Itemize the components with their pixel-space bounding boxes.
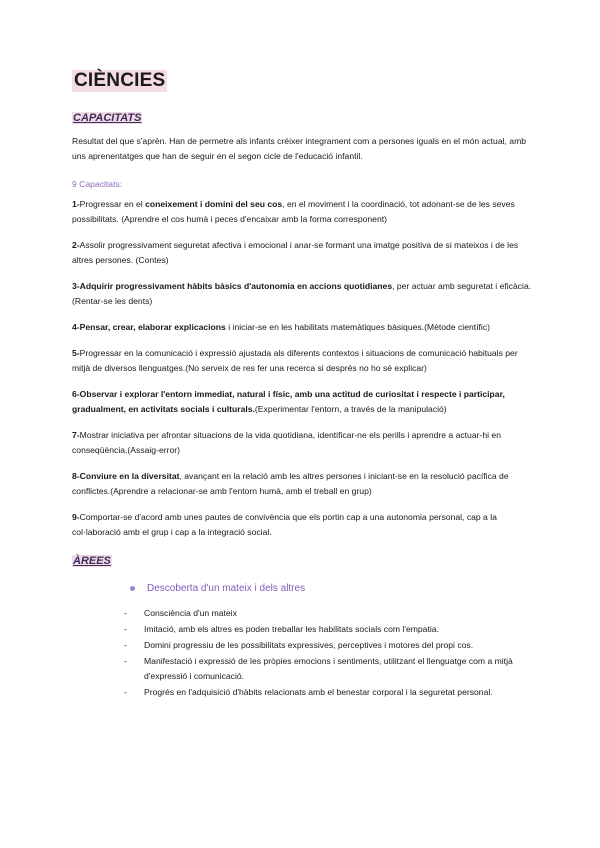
dash-marker: -	[124, 640, 127, 650]
arees-bullet-item	[130, 583, 532, 594]
capacitat-item	[72, 197, 532, 227]
capacitats-intro: Resultat del que s'aprèn. Han de permetre als infants créixer integrament com a persones iguals en el món actual, amb uns aprenentatges que han de seguir en el segon cicle de l'educació infantil.	[72, 136, 527, 161]
capacitat-text: Mostrar iniciativa per afrontar situacions de la vida quotidiana, identificar-ne els perills i aprendre a actuar-hi en conseqüència.(Assaig-error)	[72, 430, 501, 455]
capacitat-item	[72, 469, 532, 499]
capacitat-bold-text: Conviure en la diversitat	[79, 471, 180, 481]
capacitat-text: Progressar en el	[79, 199, 146, 209]
list-item-text: Domini progressiu de les possibilitats expressives, perceptives i motores del propi cos.	[144, 640, 474, 650]
capacitat-number: 3-	[72, 281, 80, 291]
list-item-text: Progrés en l'adquisició d'hàbits relacionats amb el benestar corporal i la seguretat personal.	[144, 687, 493, 697]
capacitat-text: Progressar en la comunicació i expressió ajustada als diferents contextos i situacions de comunicació habituals per mitjà de diversos llenguatges.(No serveix de res fer una recerca si després no ho sé explicar)	[72, 348, 518, 373]
capacitat-number: 6-	[72, 389, 80, 399]
capacitat-item	[72, 387, 532, 417]
capacitats-heading: CAPACITATS	[73, 112, 142, 124]
capacitat-bold-text: coneixement i domini del seu cos	[145, 199, 283, 209]
list-item	[124, 606, 532, 621]
capacitat-text: Comportar-se d'acord amb unes pautes de convivència que els portin cap a una autonomia personal, cap a la col·laboració amb el grup i cap a la integració social.	[72, 512, 497, 537]
arees-dash-list	[124, 606, 532, 700]
capacitat-text: , en el moviment i la coordinació, tot adonant-se de les seves possibilitats. (Aprendre el cos humà i peces d'encaixar amb la forma corresponent)	[72, 199, 515, 224]
capacitats-list	[72, 197, 532, 540]
capacitat-number: 9-	[72, 512, 80, 522]
document-page	[72, 70, 532, 701]
dash-marker: -	[124, 624, 127, 634]
capacitat-number: 4-	[72, 322, 80, 332]
capacitat-text: , avançant en la relació amb les altres persones i iniciant-se en la resolució pacífica de conflictes.(Aprendre a relacionar-se amb l'entorn humà, amb el treball en grup)	[72, 471, 509, 496]
capacitat-number: 2-	[72, 240, 80, 250]
list-item-text: Imitació, amb els altres es poden treballar les habilitats socials com l'empatia.	[144, 624, 439, 634]
capacitat-text: , per actuar amb seguretat i eficàcia.(Rentar-se les dents)	[72, 281, 532, 306]
capacitat-number: 1-	[72, 199, 80, 209]
list-item-text: Manifestació i expressió de les pròpies emocions i sentiments, utilitzant el llenguatge com a mitjà d'expressió i comunicació.	[144, 656, 513, 681]
dash-marker: -	[124, 608, 127, 618]
dash-marker: -	[124, 656, 127, 666]
capacitat-text: (Experimentar l'entorn, a través de la manipulació)	[254, 404, 447, 414]
list-item	[124, 638, 532, 653]
capacitat-text: i iniciar-se en les habilitats matemàtiques bàsiques.(Mètode científic)	[225, 322, 490, 332]
list-item	[124, 654, 532, 684]
capacitat-number: 7-	[72, 430, 80, 440]
capacitat-item	[72, 320, 532, 335]
list-item	[124, 685, 532, 700]
arees-heading: ÀREES	[73, 555, 111, 567]
list-item	[124, 622, 532, 637]
capacitats-subheading: 9 Capacitats:	[72, 179, 123, 189]
capacitat-number: 8-	[72, 471, 80, 481]
dash-marker: -	[124, 687, 127, 697]
capacitat-number: 5-	[72, 348, 80, 358]
arees-bullet-text: Descoberta d'un mateix i dels altres	[147, 583, 306, 594]
capacitat-bold-text: Pensar, crear, elaborar explicacions	[79, 322, 226, 332]
bullet-dot-icon	[130, 586, 135, 591]
capacitat-item	[72, 346, 532, 376]
capacitat-bold-text: Observar i explorar l'entorn immediat, natural i físic, amb una actitud de curiositat i respecte i participar, gradualment, en activitats socials i culturals.	[72, 389, 505, 414]
capacitat-item	[72, 238, 532, 268]
page-title: CIÈNCIES	[74, 70, 166, 91]
list-item-text: Consciència d'un mateix	[144, 608, 237, 618]
capacitat-text: Assolir progressivament seguretat afectiva i emocional i anar-se formant una imatge positiva de si mateixos i de les altres persones. (Contes)	[72, 240, 519, 265]
capacitat-item	[72, 279, 532, 309]
capacitat-item	[72, 510, 532, 540]
capacitat-bold-text: Adquirir progressivament hàbits bàsics d'autonomia en accions quotidianes	[79, 281, 393, 291]
capacitat-item	[72, 428, 532, 458]
